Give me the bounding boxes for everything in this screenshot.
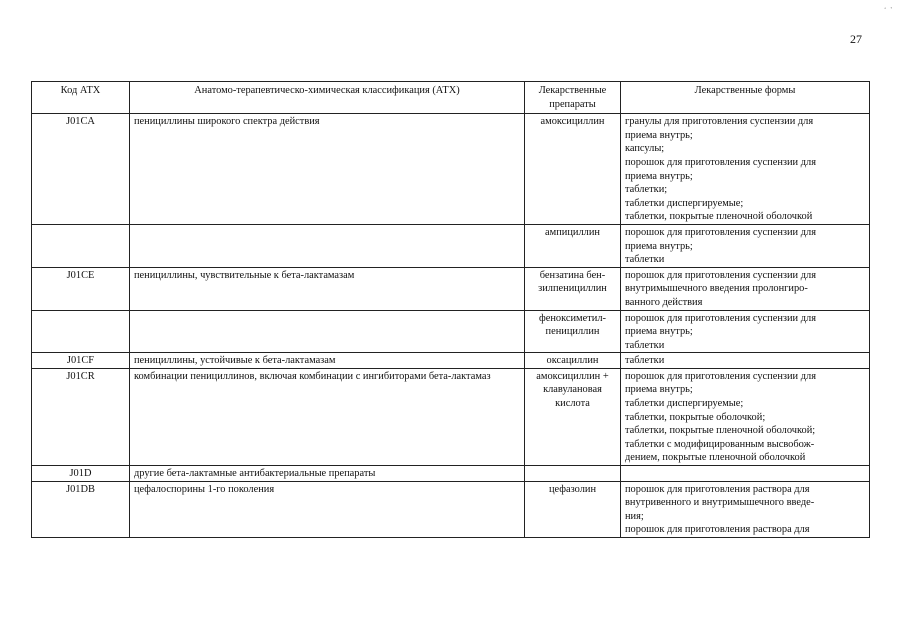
dosage-form-line: порошок для приготовления суспензии для (625, 156, 816, 168)
drug-cell (525, 224, 621, 267)
drug-name-line: пенициллин (545, 326, 600, 338)
dosage-form-line: порошок для приготовления суспензии для (625, 269, 816, 281)
classification-cell: пенициллины широкого спектра действия (130, 114, 525, 225)
dosage-form-line: внутривенного и внутримышечного введе- (625, 497, 815, 509)
dosage-form-line: дением, покрытые пленочной оболочкой (625, 452, 806, 464)
atx-code-cell: J01D (32, 466, 130, 482)
atx-code-cell (32, 310, 130, 353)
drug-cell (525, 466, 621, 482)
table-row (32, 267, 870, 310)
classification-cell (130, 310, 525, 353)
drug-name-line: феноксиметил- (539, 312, 606, 324)
dosage-form-line: ния; (625, 510, 644, 522)
dosage-forms-cell (621, 114, 870, 225)
dosage-form-line: таблетки диспергируемые; (625, 398, 744, 410)
dosage-form-line: капсулы; (625, 143, 665, 155)
dosage-form-line: таблетки; (625, 184, 668, 196)
drug-name-line: цефазолин (548, 483, 597, 495)
table-header-row (32, 82, 870, 114)
table-body (32, 114, 870, 538)
classification-cell: комбинации пенициллинов, включая комбинации с ингибиторами бета-лактамаз (130, 368, 525, 465)
dosage-form-line: таблетки (625, 339, 665, 351)
classification-cell: пенициллины, чувствительные к бета-лактамазам (130, 267, 525, 310)
dosage-form-line: ванного действия (625, 296, 703, 308)
page-number: 27 (850, 32, 862, 46)
dosage-forms-cell (621, 368, 870, 465)
header-classification: Анатомо-терапевтическо-химическая классификация (АТХ) (130, 82, 525, 114)
table-row (32, 466, 870, 482)
drug-name-line: амоксициллин + (536, 370, 609, 382)
dosage-form-line: приема внутрь; (625, 240, 693, 252)
dosage-form-line: приема внутрь; (625, 326, 693, 338)
dosage-form-line: таблетки (625, 254, 665, 266)
dosage-form-line: приема внутрь; (625, 384, 693, 396)
dosage-forms-cell (621, 224, 870, 267)
drug-cell (525, 368, 621, 465)
drug-name-line: бензатина бен- (539, 269, 606, 281)
dosage-form-line: таблетки диспергируемые; (625, 197, 744, 209)
drug-cell (525, 114, 621, 225)
drug-cell (525, 267, 621, 310)
drug-name-line: зилпенициллин (538, 283, 607, 295)
dosage-forms-cell (621, 481, 870, 537)
table-row (32, 224, 870, 267)
drug-cell (525, 481, 621, 537)
drug-name-line: ампициллин (545, 226, 600, 238)
dosage-form-line: порошок для приготовления раствора для (625, 483, 810, 495)
drug-cell (525, 353, 621, 369)
dosage-form-line: таблетки, покрытые оболочкой; (625, 411, 766, 423)
dosage-forms-cell (621, 466, 870, 482)
dosage-form-line: гранулы для приготовления суспензии для (625, 116, 814, 128)
dosage-form-line: приема внутрь; (625, 170, 693, 182)
header-forms: Лекарственные формы (621, 82, 870, 114)
table-row (32, 353, 870, 369)
dosage-form-line: таблетки с модифицированным высвобож- (625, 438, 815, 450)
dosage-form-line: приема внутрь; (625, 129, 693, 141)
atx-code-cell: J01CF (32, 353, 130, 369)
classification-cell: пенициллины, устойчивые к бета-лактамазам (130, 353, 525, 369)
corner-mark: ʻ ʽ (884, 6, 894, 14)
dosage-form-line: внутримышечного введения пролонгиро- (625, 283, 808, 295)
atx-code-cell: J01DB (32, 481, 130, 537)
header-code: Код АТХ (32, 82, 130, 114)
atx-code-cell: J01CR (32, 368, 130, 465)
table-row (32, 481, 870, 537)
classification-cell (130, 224, 525, 267)
drug-name-line: оксациллин (546, 355, 599, 367)
dosage-form-line: таблетки, покрытые пленочной оболочкой (625, 211, 813, 223)
atx-code-cell (32, 224, 130, 267)
drug-name-line: клавулановая (543, 384, 602, 396)
dosage-form-line: таблетки, покрытые пленочной оболочкой; (625, 425, 816, 437)
dosage-forms-cell (621, 267, 870, 310)
dosage-form-line: порошок для приготовления раствора для (625, 524, 810, 536)
table-row (32, 310, 870, 353)
dosage-forms-cell (621, 353, 870, 369)
drug-name-line: кислота (555, 398, 590, 410)
atx-code-cell: J01CA (32, 114, 130, 225)
classification-cell: цефалоспорины 1-го поколения (130, 481, 525, 537)
dosage-form-line: порошок для приготовления суспензии для (625, 312, 816, 324)
dosage-form-line: порошок для приготовления суспензии для (625, 226, 816, 238)
drug-cell (525, 310, 621, 353)
atx-table (31, 81, 870, 538)
dosage-form-line: таблетки (625, 355, 665, 367)
dosage-forms-cell (621, 310, 870, 353)
table-row (32, 368, 870, 465)
dosage-form-line: порошок для приготовления суспензии для (625, 370, 816, 382)
drug-name-line: амоксициллин (540, 116, 605, 128)
header-drugs: Лекарственные препараты (525, 82, 621, 114)
table-row (32, 114, 870, 225)
classification-cell: другие бета-лактамные антибактериальные препараты (130, 466, 525, 482)
atx-code-cell: J01CE (32, 267, 130, 310)
